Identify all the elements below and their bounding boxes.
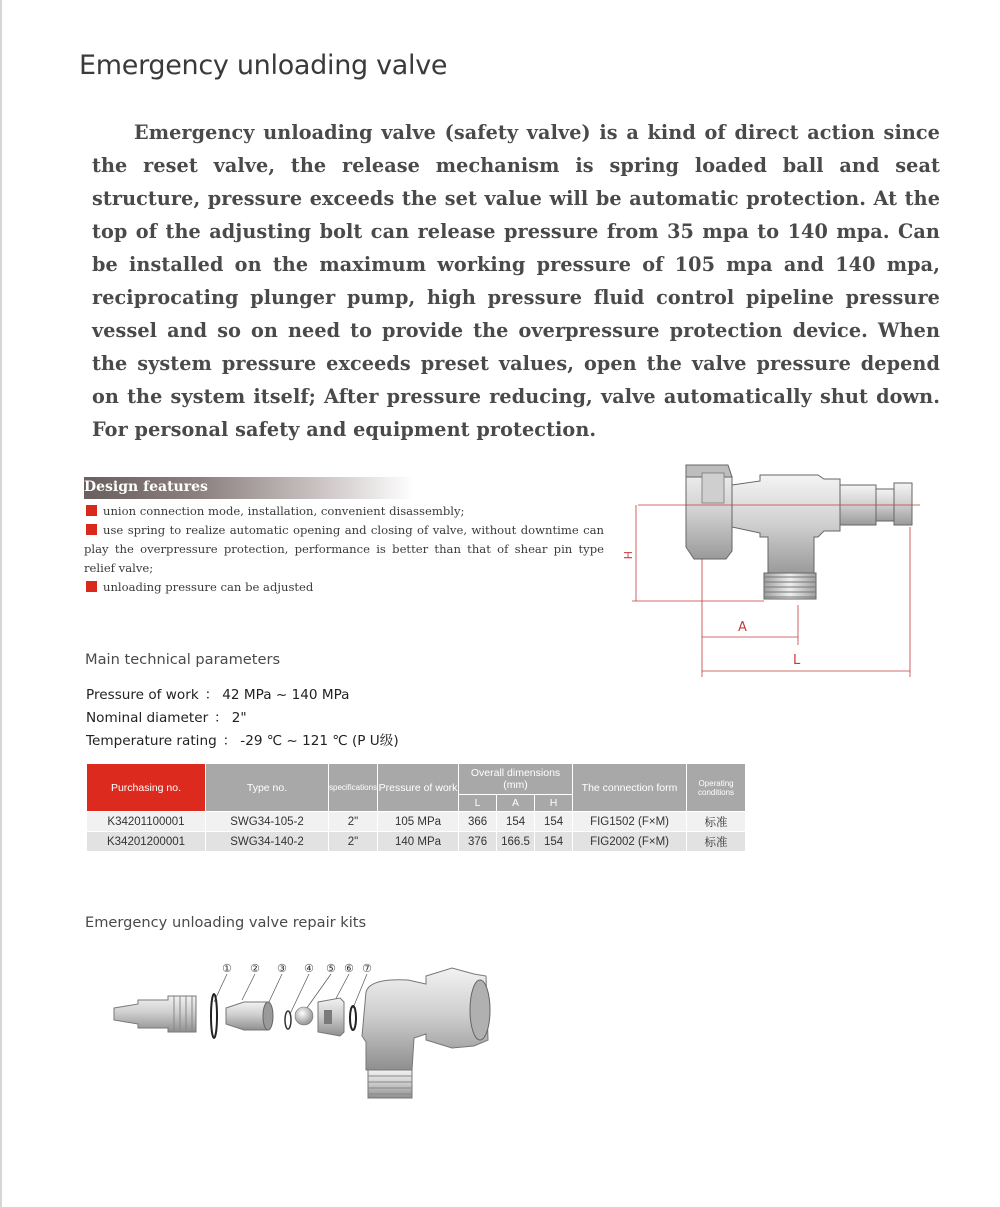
feature-item <box>84 578 604 597</box>
repair-kit-exploded-drawing <box>108 956 508 1106</box>
part-o-ring-3 <box>350 1006 356 1030</box>
cell-pressure: 140 MPa <box>378 832 459 852</box>
dimension-label-a: A <box>738 620 747 635</box>
header-operating-conditions: Operating conditions <box>687 764 746 812</box>
part-seat-end <box>263 1002 273 1030</box>
header-dim-a: A <box>497 795 535 812</box>
cell-dim-h: 154 <box>535 832 573 852</box>
feature-item <box>84 502 604 521</box>
valve-dimension-drawing <box>621 455 928 680</box>
header-connection-form: The connection form <box>573 764 687 812</box>
param-separator: ： <box>214 710 228 726</box>
header-purchasing-no: Purchasing no. <box>87 764 206 812</box>
param-temperature-rating <box>86 729 399 749</box>
part-number-7: ⑦ <box>362 962 372 975</box>
cell-connection: FIG1502 (F×M) <box>573 812 687 832</box>
part-number-5: ⑤ <box>326 962 336 975</box>
header-overall-dimensions: Overall dimensions (mm) <box>459 764 573 795</box>
cell-purchasing-no: K34201200001 <box>87 832 206 852</box>
repair-kits-heading: Emergency unloading valve repair kits <box>85 914 367 931</box>
part-number-3: ③ <box>277 962 287 975</box>
red-square-bullet-icon <box>86 505 97 516</box>
param-label: Nominal diameter <box>86 710 209 726</box>
param-pressure-of-work <box>86 683 350 703</box>
part-number-6: ⑥ <box>344 962 354 975</box>
part-o-ring-2 <box>285 1011 291 1029</box>
param-value: 2" <box>231 710 247 726</box>
header-specifications: specifications <box>329 764 378 812</box>
param-label: Temperature rating <box>86 733 217 749</box>
header-dim-l: L <box>459 795 497 812</box>
page-title: Emergency unloading valve <box>79 50 448 81</box>
cell-type-no: SWG34-105-2 <box>206 812 329 832</box>
cell-dim-h: 154 <box>535 812 573 832</box>
cell-pressure: 105 MPa <box>378 812 459 832</box>
param-value: 42 MPa ~ 140 MPa <box>222 687 350 703</box>
feature-text: use spring to realize automatic opening and closing of valve, without downtime can play the overpressure protection, performance is better than that of shear pin type relief valve; <box>84 523 604 575</box>
param-separator: ： <box>204 687 219 703</box>
header-pressure-of-work: Pressure of work <box>378 764 459 812</box>
cell-dim-a: 166.5 <box>497 832 535 852</box>
part-number-4: ④ <box>304 962 314 975</box>
feature-item <box>84 521 604 578</box>
cell-spec: 2" <box>329 812 378 832</box>
cell-condition: 标准 <box>687 832 746 852</box>
dimension-label-h: H <box>621 551 634 560</box>
design-features-list <box>84 502 604 597</box>
cell-dim-l: 376 <box>459 832 497 852</box>
part-body-port <box>470 980 490 1040</box>
cell-purchasing-no: K34201100001 <box>87 812 206 832</box>
part-valve-body <box>362 968 488 1070</box>
param-value: -29 ℃ ~ 121 ℃ (P U级) <box>240 733 399 749</box>
dimension-label-l: L <box>793 653 801 668</box>
cell-connection: FIG2002 (F×M) <box>573 832 687 852</box>
part-spring-seat <box>226 1002 268 1030</box>
cell-dim-l: 366 <box>459 812 497 832</box>
param-nominal-diameter <box>86 706 247 726</box>
cell-dim-a: 154 <box>497 812 535 832</box>
cell-condition: 标准 <box>687 812 746 832</box>
part-ball <box>295 1007 313 1025</box>
valve-body <box>732 475 840 573</box>
cell-spec: 2" <box>329 832 378 852</box>
nut-inner-section <box>702 473 724 503</box>
part-number-1: ① <box>222 962 232 975</box>
feature-text: unloading pressure can be adjusted <box>103 580 314 594</box>
table-row <box>87 832 746 852</box>
part-adjusting-bolt <box>114 996 196 1032</box>
intro-paragraph: Emergency unloading valve (safety valve) is a kind of direct action since the reset valve, the release mechanism is spring loaded ball and seat structure, pressure exceeds the set value will be automatic protection. At the top of the adjusting bolt can release pressure from 35 mpa to 140 mpa. Can be installed on the maximum working pressure of 105 mpa and 140 mpa, reciprocating plunger pump, high pressure fluid control pipeline pressure vessel and so on need to provide the overpressure protection device. When the system pressure exceeds preset values, open the valve pressure depend on the system itself; After pressure reducing, valve automatically shut down. For personal safety and equipment protection. <box>92 121 940 441</box>
header-type-no: Type no. <box>206 764 329 812</box>
spec-table <box>86 763 746 852</box>
cell-type-no: SWG34-140-2 <box>206 832 329 852</box>
param-separator: ： <box>222 733 237 749</box>
adjusting-tip <box>894 483 912 525</box>
design-features-title: Design features <box>84 479 208 495</box>
feature-text: union connection mode, installation, convenient disassembly; <box>103 504 465 518</box>
table-row <box>87 812 746 832</box>
red-square-bullet-icon <box>86 581 97 592</box>
part-o-ring-1 <box>211 994 217 1038</box>
main-parameters-heading: Main technical parameters <box>85 651 281 668</box>
red-square-bullet-icon <box>86 524 97 535</box>
part-number-2: ② <box>250 962 260 975</box>
page-left-border <box>0 0 2 1207</box>
header-dim-h: H <box>535 795 573 812</box>
param-label: Pressure of work <box>86 687 199 703</box>
